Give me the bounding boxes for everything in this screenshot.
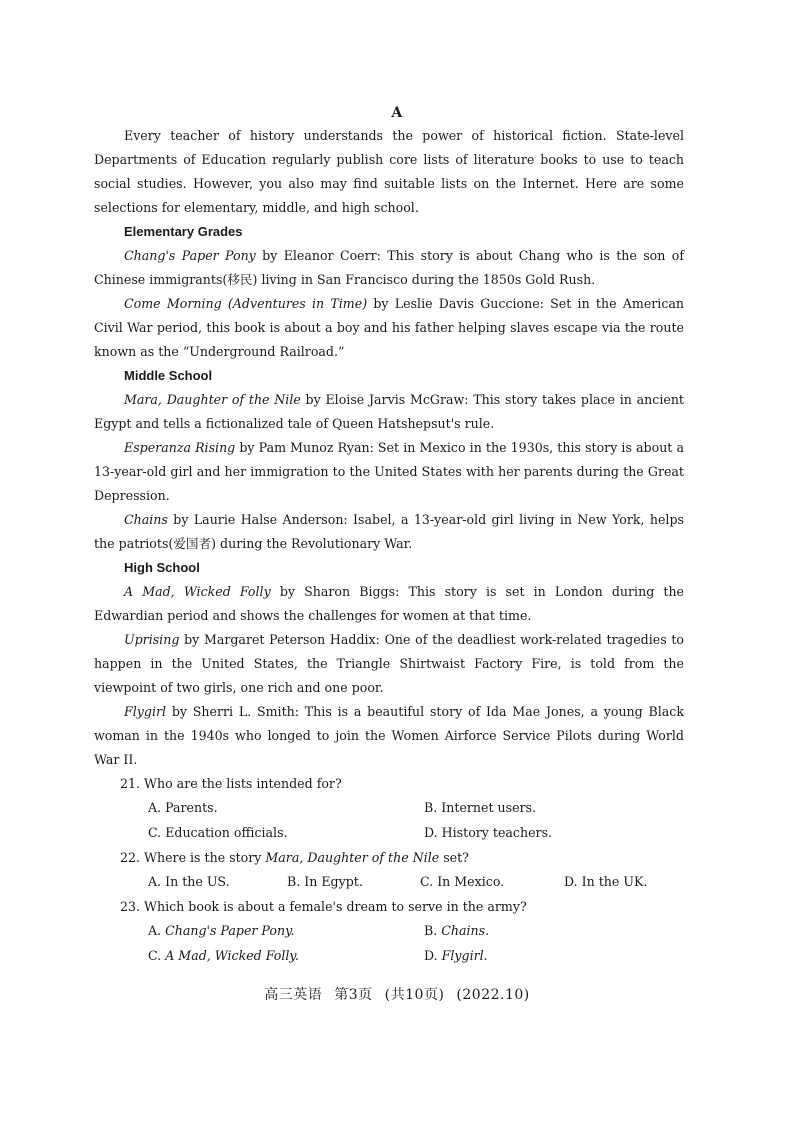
book-description: by Pam Munoz Ryan: Set in Mexico in the 1930s, this story is about a 13-year-old girl and her immigration to the United States with her parents during the Great Depression. bbox=[94, 440, 684, 503]
question-number: 22. bbox=[120, 850, 141, 865]
book-title: Chang's Paper Pony bbox=[124, 248, 256, 263]
book-entry bbox=[94, 244, 684, 292]
option-a[interactable]: A. Parents. bbox=[148, 800, 218, 815]
option-letter: C. bbox=[148, 948, 166, 963]
book-entry bbox=[94, 292, 684, 364]
section-title: A bbox=[391, 105, 403, 121]
heading-elementary: Elementary Grades bbox=[124, 224, 243, 239]
question-number: 21. bbox=[120, 776, 141, 791]
book-entry bbox=[94, 436, 684, 508]
book-entry bbox=[94, 628, 684, 700]
intro-paragraph: Every teacher of history understands the power of historical fiction. State-level Departments of Education regularly publish core lists of literature books to use to teach social studies. However, you also may find suitable lists on the Internet. Here are some selections for elementary, middle, and high school. bbox=[94, 128, 684, 215]
footer-subject: 高三英语 bbox=[264, 987, 323, 1003]
book-title: Flygirl bbox=[124, 704, 167, 719]
question-21 bbox=[94, 772, 684, 796]
book-description: by Laurie Halse Anderson: Isabel, a 13-year-old girl living in New York, helps the patriots(爱国者) during the Revolutionary War. bbox=[94, 512, 684, 551]
option-title: Flygirl. bbox=[441, 948, 488, 963]
option-c[interactable] bbox=[148, 944, 299, 968]
book-description: by Sherri L. Smith: This is a beautiful story of Ida Mae Jones, a young Black woman in the 1940s who longed to join the Women Airforce Service Pilots during World War II. bbox=[94, 704, 684, 767]
book-description: by Leslie Davis Guccione: Set in the American Civil War period, this book is about a boy and his father helping slaves escape via the route known as the “Underground Railroad.” bbox=[94, 296, 684, 359]
footer-date: (2022.10) bbox=[456, 987, 530, 1003]
option-letter: D. bbox=[424, 948, 442, 963]
option-letter: A. bbox=[148, 923, 166, 938]
book-title: Uprising bbox=[124, 632, 180, 647]
book-title: A Mad, Wicked Folly bbox=[124, 584, 271, 599]
option-title: A Mad, Wicked Folly. bbox=[165, 948, 299, 963]
book-entry bbox=[94, 580, 684, 628]
option-d[interactable]: D. In the UK. bbox=[564, 874, 648, 889]
book-description: by Eleanor Coerr: This story is about Chang who is the son of Chinese immigrants(移民) living in San Francisco during the 1850s Gold Rush. bbox=[94, 248, 684, 287]
book-title: Chains bbox=[124, 512, 168, 527]
option-d[interactable]: D. History teachers. bbox=[424, 825, 553, 840]
option-title: Chains. bbox=[441, 923, 490, 938]
question-number: 23. bbox=[120, 899, 141, 914]
options-row bbox=[94, 944, 684, 969]
heading-high-school: High School bbox=[124, 560, 200, 575]
heading-middle-school: Middle School bbox=[124, 368, 213, 383]
question-stem: Which book is about a female's dream to serve in the army? bbox=[144, 899, 527, 914]
option-b[interactable]: B. Internet users. bbox=[424, 800, 537, 815]
option-c[interactable]: C. Education officials. bbox=[148, 825, 288, 840]
question-stem: Who are the lists intended for? bbox=[144, 776, 342, 791]
question-22 bbox=[94, 846, 684, 870]
options-row bbox=[94, 870, 684, 895]
book-entry bbox=[94, 508, 684, 556]
option-c[interactable]: C. In Mexico. bbox=[420, 874, 505, 889]
book-title: Esperanza Rising bbox=[124, 440, 236, 455]
book-title: Mara, Daughter of the Nile bbox=[124, 392, 301, 407]
option-letter: B. bbox=[424, 923, 442, 938]
book-entry bbox=[94, 388, 684, 436]
option-a[interactable]: A. In the US. bbox=[148, 874, 230, 889]
option-b[interactable]: B. In Egypt. bbox=[287, 874, 363, 889]
options-row bbox=[94, 919, 684, 944]
footer-page: 第3页 bbox=[334, 987, 373, 1003]
option-title: Chang's Paper Pony. bbox=[165, 923, 295, 938]
options-row bbox=[94, 821, 684, 846]
book-entry bbox=[94, 700, 684, 772]
question-stem: Where is the story bbox=[144, 850, 266, 865]
question-23 bbox=[94, 895, 684, 919]
book-title: Come Morning (Adventures in Time) bbox=[124, 296, 368, 311]
options-row bbox=[94, 796, 684, 821]
page-footer bbox=[0, 984, 794, 1004]
option-d[interactable] bbox=[424, 944, 488, 968]
book-description: by Sharon Biggs: This story is set in London during the Edwardian period and shows the challenges for women at that time. bbox=[94, 584, 685, 623]
book-description: by Margaret Peterson Haddix: One of the deadliest work-related tragedies to happen in the United States, the Triangle Shirtwaist Factory Fire, is told from the viewpoint of two girls, one rich and one poor. bbox=[94, 632, 684, 695]
footer-total: (共10页) bbox=[384, 987, 445, 1003]
option-a[interactable] bbox=[148, 919, 295, 943]
option-b[interactable] bbox=[424, 919, 489, 943]
book-description: by Eloise Jarvis McGraw: This story takes place in ancient Egypt and tells a fictionalized tale of Queen Hatshepsut's rule. bbox=[94, 392, 684, 431]
passage bbox=[94, 124, 684, 969]
question-stem-end: set? bbox=[439, 850, 469, 865]
question-stem-title: Mara, Daughter of the Nile bbox=[265, 850, 440, 865]
